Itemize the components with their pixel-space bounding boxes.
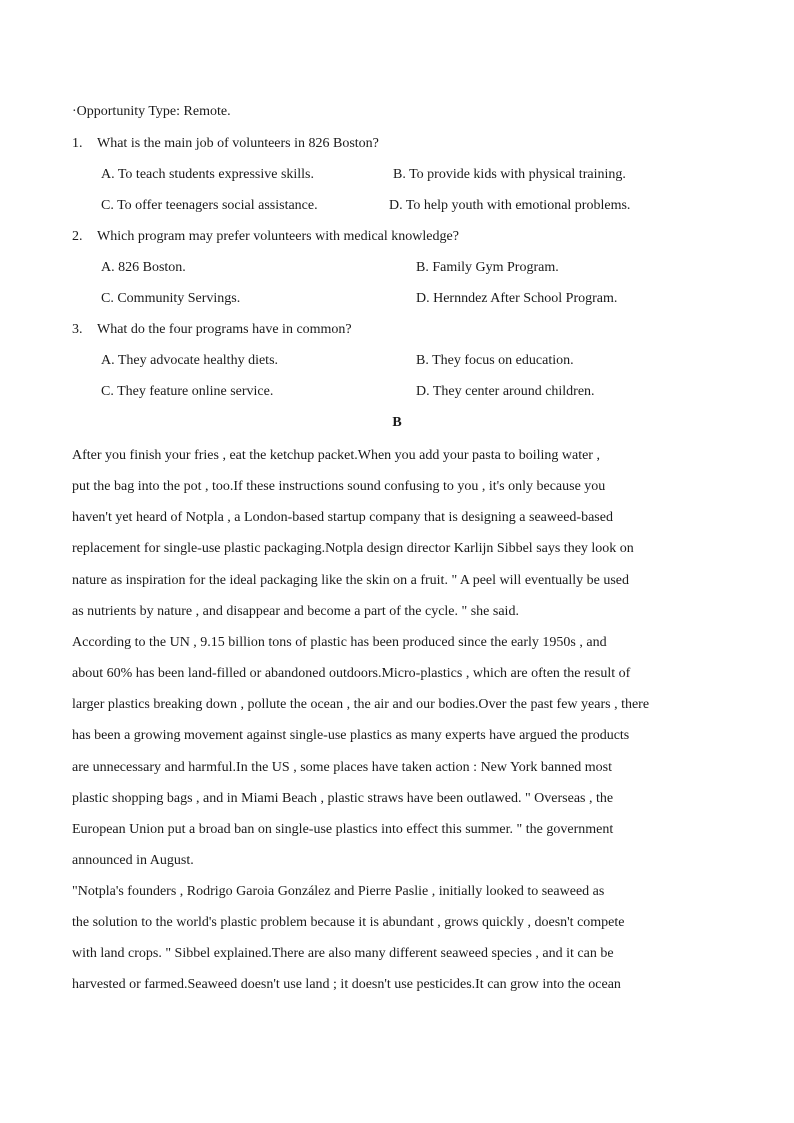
option-d: D. To help youth with emotional problems. [389,198,631,213]
paragraph-line: announced in August. [72,852,194,868]
paragraph-line: as nutrients by nature , and disappear and become a part of the cycle. " she said. [72,603,519,619]
paragraph-line: haven't yet heard of Notpla , a London-based startup company that is designing a seaweed-based [72,510,613,526]
question-text: What do the four programs have in common? [97,322,352,337]
passage-paragraph [72,627,722,876]
option-c: C. They feature online service. [101,384,274,399]
paragraph-line: After you finish your fries , eat the ketchup packet.When you add your pasta to boiling water , [72,448,600,463]
paragraph-line: has been a growing movement against single-use plastics as many experts have argued the products [72,728,630,744]
paragraph-line: replacement for single-use plastic packaging.Notpla design director Karlijn Sibbel says they look on [72,541,634,557]
option-a: A. 826 Boston. [101,260,186,275]
option-b: B. They focus on education. [416,353,574,368]
option-d: D. Hernndez After School Program. [416,291,618,306]
paragraph-line: "Notpla's founders , Rodrigo Garoia González and Pierre Paslie , initially looked to seaweed as [72,884,605,899]
question-text: Which program may prefer volunteers with medical knowledge? [97,229,459,244]
option-b: B. To provide kids with physical training. [393,167,626,182]
question-number: 3. [72,322,83,337]
section-title: B [392,415,402,430]
paragraph-line: plastic shopping bags , and in Miami Beach , plastic straws have been outlawed. " Overseas , the [72,790,614,806]
question-number: 2. [72,229,83,244]
option-d: D. They center around children. [416,384,595,399]
opportunity-type: ·Opportunity Type: Remote. [72,104,231,119]
paragraph-line: with land crops. " Sibbel explained.There are also many different seaweed species , and it can be [72,946,614,962]
option-a: A. They advocate healthy diets. [101,353,279,368]
paragraph-line: are unnecessary and harmful.In the US , some places have taken action : New York banned most [72,759,613,775]
paragraph-line: put the bag into the pot , too.If these instructions sound confusing to you , it's only because you [72,479,606,495]
question-number: 1. [72,136,83,151]
passage-paragraph [72,440,722,627]
question-text: What is the main job of volunteers in 826 Boston? [97,136,379,151]
paragraph-line: According to the UN , 9.15 billion tons of plastic has been produced since the early 1950s , and [72,635,607,650]
option-b: B. Family Gym Program. [416,260,559,275]
paragraph-line: about 60% has been land-filled or abandoned outdoors.Micro-plastics , which are often the result of [72,666,631,682]
paragraph-line: European Union put a broad ban on single-use plastics into effect this summer. " the government [72,821,614,837]
paragraph-line: nature as inspiration for the ideal packaging like the skin on a fruit. " A peel will eventually be used [72,572,630,588]
paragraph-line: larger plastics breaking down , pollute the ocean , the air and our bodies.Over the past few years , there [72,697,650,713]
option-a: A. To teach students expressive skills. [101,167,315,182]
paragraph-line: harvested or farmed.Seaweed doesn't use land ; it doesn't use pesticides.It can grow into the ocean [72,977,621,993]
option-c: C. To offer teenagers social assistance. [101,198,318,213]
option-c: C. Community Servings. [101,291,241,306]
paragraph-line: the solution to the world's plastic problem because it is abundant , grows quickly , doesn't compete [72,915,625,931]
passage-paragraph [72,876,722,1001]
